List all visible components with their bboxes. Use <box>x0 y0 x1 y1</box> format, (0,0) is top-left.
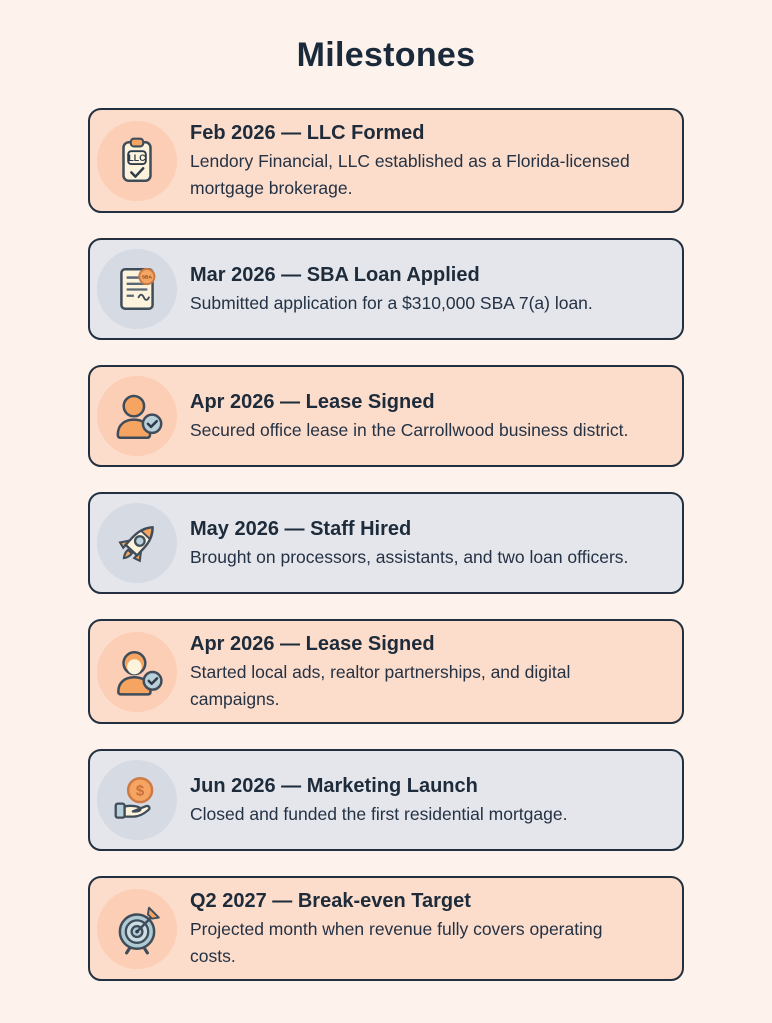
clipboard-llc-label: LLC <box>128 152 146 163</box>
milestone-title: Feb 2026 — LLC Formed <box>190 122 425 144</box>
milestone-description: Started local ads, realtor partnerships, and digital campaigns. <box>190 662 571 709</box>
milestone-card-lease-signed <box>88 365 684 467</box>
milestone-card-llc-formed <box>88 108 684 213</box>
milestone-card-break-even <box>88 876 684 981</box>
milestone-icon-circle <box>97 249 177 329</box>
milestone-card-marketing-launch <box>88 749 684 851</box>
milestone-card-staff-hired <box>88 492 684 594</box>
milestone-text <box>190 630 645 713</box>
milestone-icon-circle <box>97 121 177 201</box>
target-dart-icon <box>110 902 164 956</box>
milestone-title: Apr 2026 — Lease Signed <box>190 633 435 655</box>
milestone-icon-circle <box>97 503 177 583</box>
milestone-card-sba-loan <box>88 238 684 340</box>
sba-document-icon <box>110 262 164 316</box>
milestone-description: Secured office lease in the Carrollwood business district. <box>190 420 629 440</box>
milestone-title: Apr 2026 — Lease Signed <box>190 391 435 413</box>
clipboard-llc-icon <box>110 134 164 188</box>
milestone-icon-circle <box>97 632 177 712</box>
rocket-icon <box>110 516 164 570</box>
page-title: Milestones <box>296 36 476 74</box>
milestone-description: Brought on processors, assistants, and two loan officers. <box>190 547 629 567</box>
milestone-description: Submitted application for a $310,000 SBA 7(a) loan. <box>190 293 593 313</box>
sba-seal-label: SBA <box>141 275 152 281</box>
milestones-list <box>88 108 684 981</box>
milestone-description: Lendory Financial, LLC established as a Florida-licensed mortgage brokerage. <box>190 151 630 198</box>
milestone-title: Jun 2026 — Marketing Launch <box>190 775 478 797</box>
milestone-text <box>190 388 628 444</box>
milestone-text <box>190 261 593 317</box>
coin-dollar-label: $ <box>135 782 145 800</box>
milestone-card-lease-signed-2 <box>88 619 684 724</box>
milestone-icon-circle <box>97 889 177 969</box>
hand-coin-icon <box>110 773 164 827</box>
milestone-title: Mar 2026 — SBA Loan Applied <box>190 264 480 286</box>
milestone-title: May 2026 — Staff Hired <box>190 518 412 540</box>
milestone-title: Q2 2027 — Break-even Target <box>190 890 471 912</box>
milestone-text <box>190 515 628 571</box>
milestone-icon-circle <box>97 376 177 456</box>
milestone-text <box>190 119 645 202</box>
person-face-check-icon <box>110 645 164 699</box>
person-check-icon <box>110 389 164 443</box>
milestone-text <box>190 887 645 970</box>
milestone-text <box>190 772 567 828</box>
milestone-icon-circle <box>97 760 177 840</box>
milestone-description: Closed and funded the first residential mortgage. <box>190 804 568 824</box>
milestone-description: Projected month when revenue fully covers operating costs. <box>190 919 603 966</box>
